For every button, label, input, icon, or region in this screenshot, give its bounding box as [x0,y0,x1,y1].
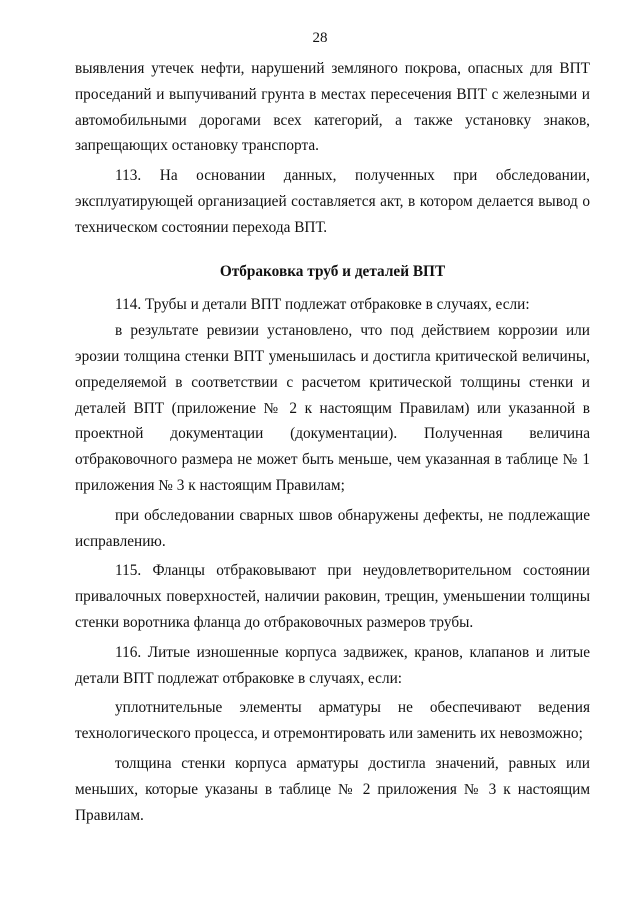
paragraph-114-item-1: в результате ревизии установлено, что под действием коррозии или эрозии толщина стенки ВПТ уменьшилась и достигла критической величины, определяемой в соответствии с расчетом критической толщины стенки и деталей ВПТ (приложение № 2 к настоящим Правилам) или указанной в проектной документации (документации). Полученная величина отбраковочного размера не может быть меньше, чем указанная в таблице № 1 приложения № 3 к настоящим Правилам; [75,322,590,494]
section-heading: Отбраковка труб и деталей ВПТ [219,262,446,280]
paragraph-116-item-2: толщина стенки корпуса арматуры достигла значений, равных или меньших, которые указаны в таблице № 2 приложения № 3 к настоящим Правилам. [75,754,590,824]
paragraph-continuation: выявления утечек нефти, нарушений земляного покрова, опасных для ВПТ проседаний и выпучиваний грунта в местах пересечения ВПТ с железными и автомобильными дорогами всех категорий, а также установку знаков, запрещающих остановку транспорта. [75,60,590,155]
paragraph-116-item-1: уплотнительные элементы арматуры не обеспечивают ведения технологического процесса, и отремонтировать или заменить их невозможно; [75,699,590,743]
paragraph-114: 114. Трубы и детали ВПТ подлежат отбраковке в случаях, если: [115,296,530,314]
paragraph-115: 115. Фланцы отбраковывают при неудовлетворительном состоянии привалочных поверхностей, наличии раковин, трещин, уменьшении толщины стенки воротника фланца до отбраковочных размеров трубы. [75,562,590,631]
paragraph-114-item-2: при обследовании сварных швов обнаружены дефекты, не подлежащие исправлению. [75,506,590,550]
page-number: 28 [312,30,328,46]
document-body [75,56,590,828]
paragraph-113: 113. На основании данных, полученных при обследовании, эксплуатирующей организацией составляется акт, в котором делается вывод о техническом состоянии перехода ВПТ. [75,167,590,236]
paragraph-116: 116. Литые изношенные корпуса задвижек, кранов, клапанов и литые детали ВПТ подлежат отбраковке в случаях, если: [75,643,590,687]
